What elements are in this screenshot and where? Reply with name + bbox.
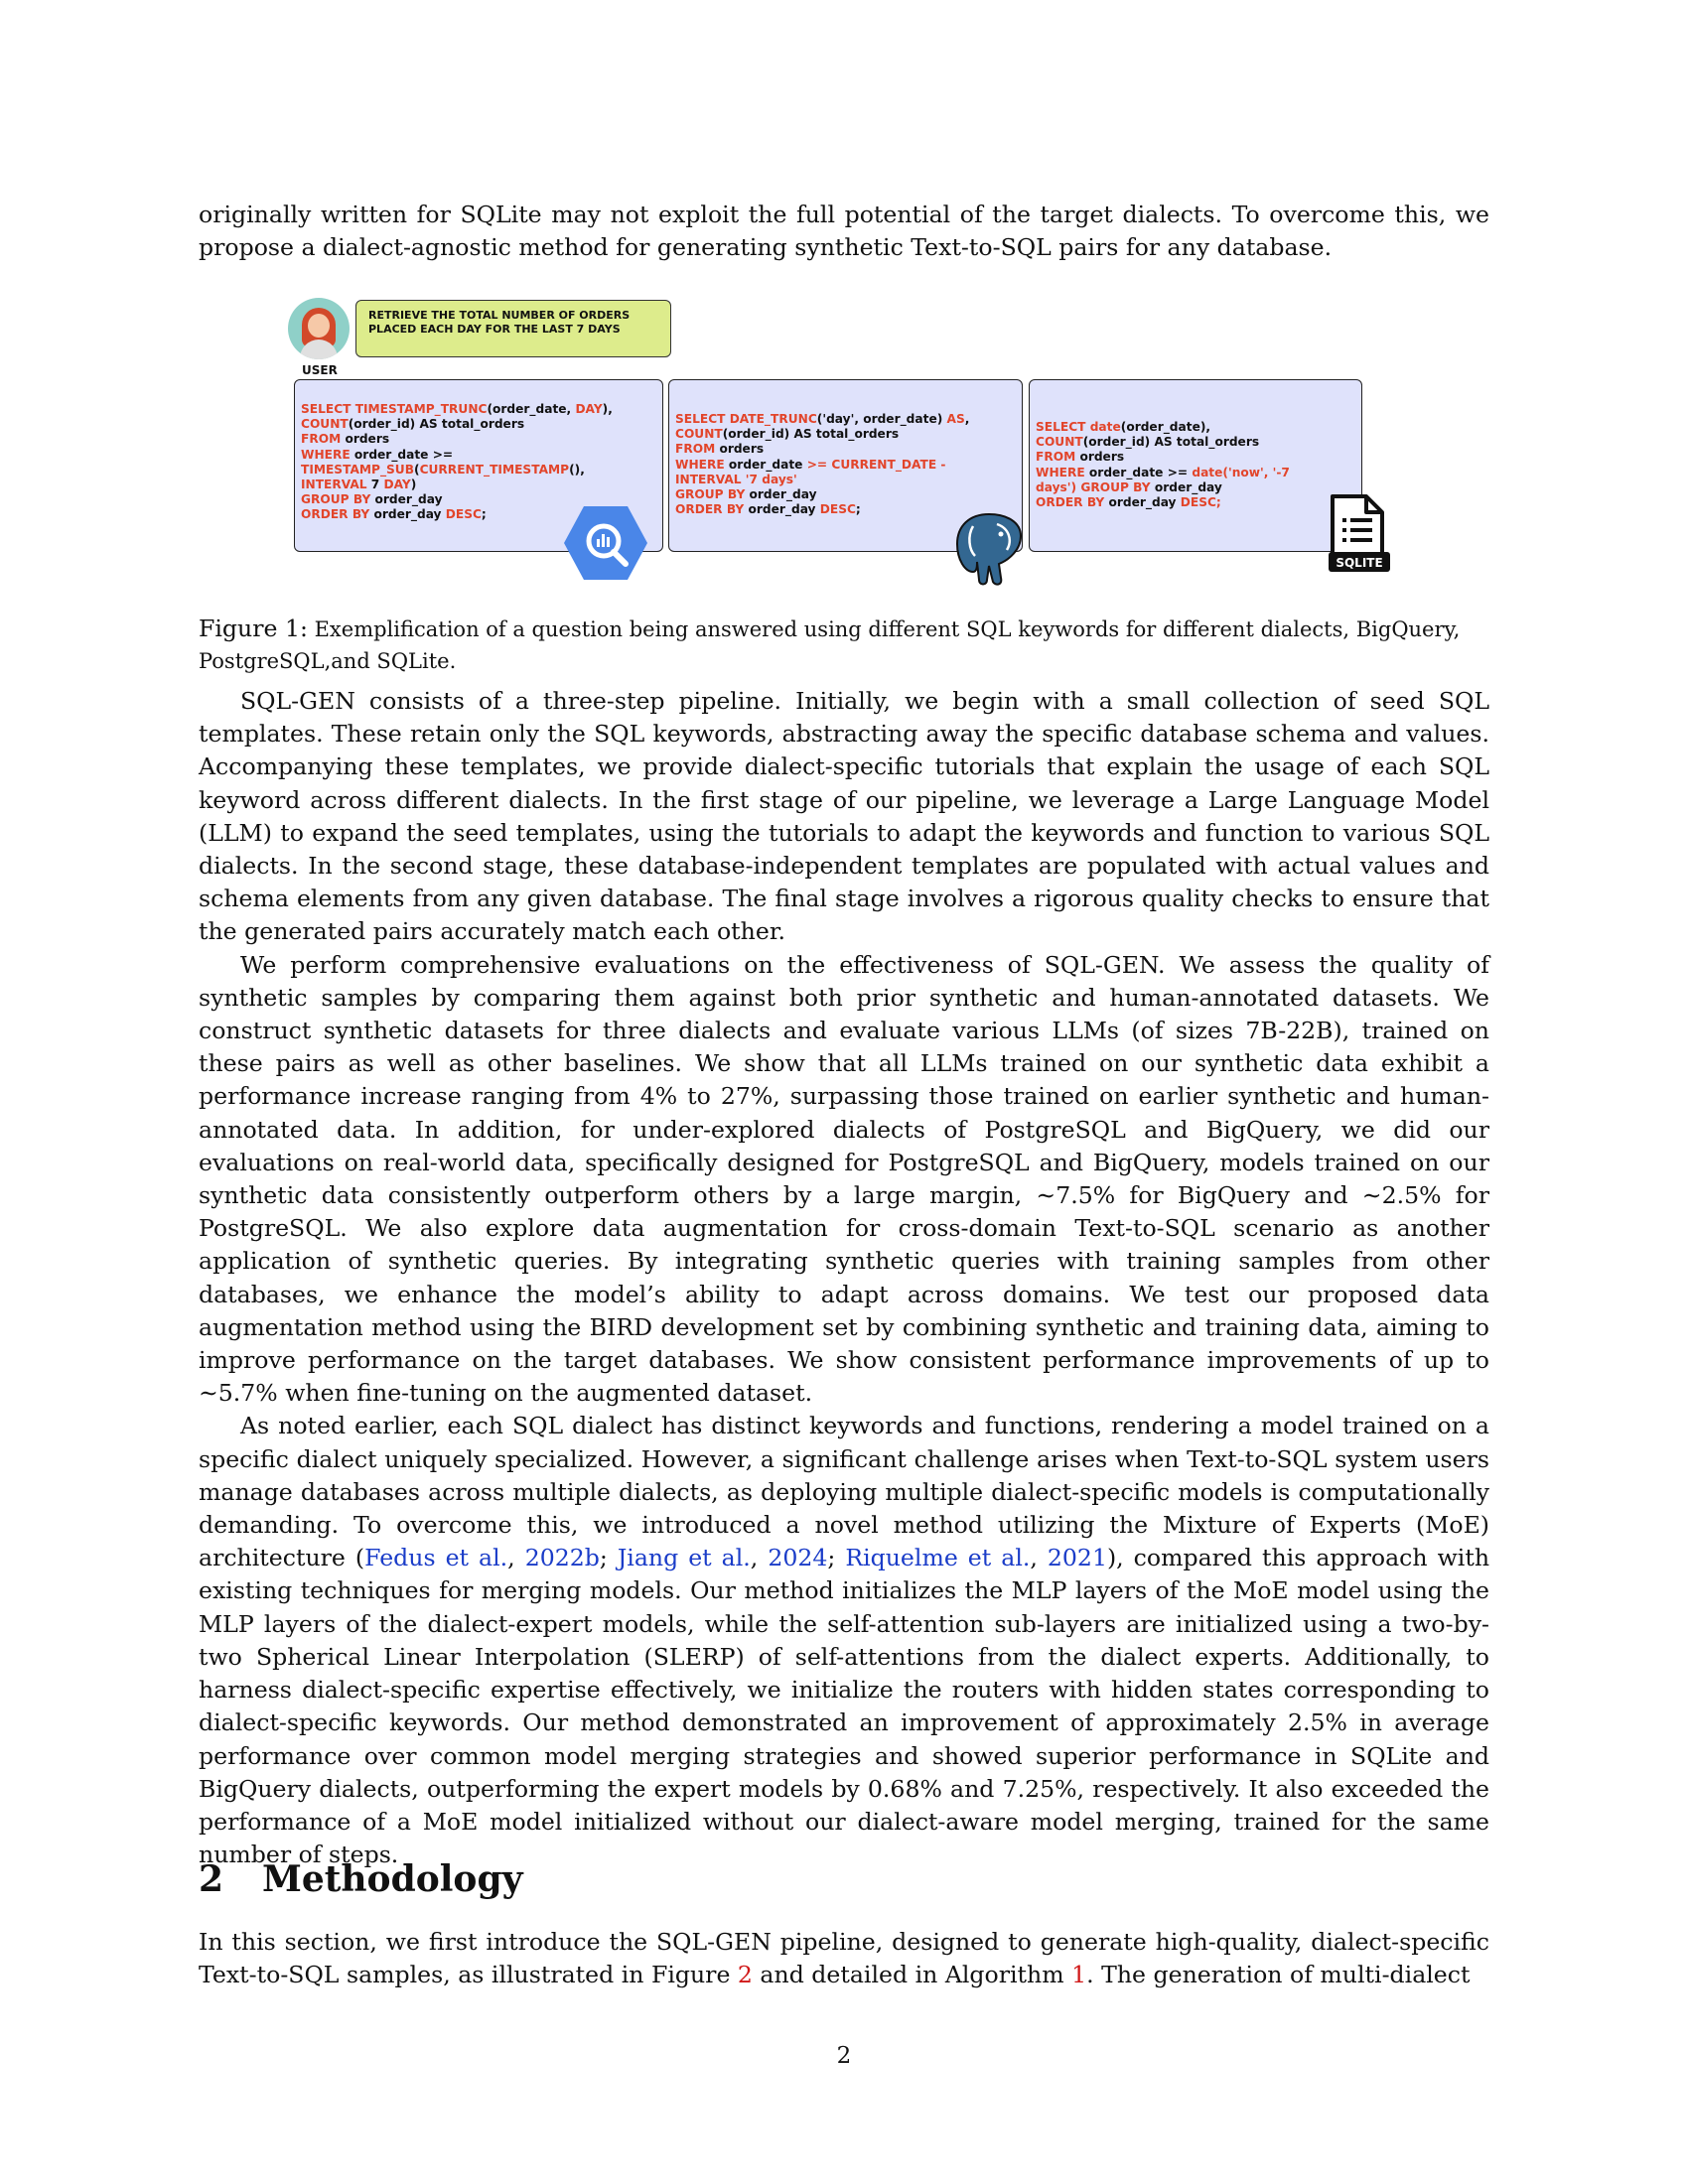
sqlite-label: SQLITE: [1336, 556, 1383, 570]
sql-line: days') GROUP BY order_day: [1036, 479, 1222, 494]
sql-line: TIMESTAMP_SUB(CURRENT_TIMESTAMP(),: [301, 462, 585, 477]
sql-line: COUNT(order_id) AS total_orders: [301, 417, 525, 432]
sql-line: WHERE order_date >= date('now', '-7: [1036, 465, 1290, 479]
citation-link[interactable]: 2024: [768, 1544, 828, 1572]
citation-link[interactable]: Jiang et al.: [617, 1544, 751, 1572]
citation-link[interactable]: Fedus et al.: [364, 1544, 508, 1572]
sql-line: FROM orders: [301, 432, 390, 447]
caption-label: Figure 1:: [199, 614, 308, 642]
sql-line: ORDER BY order_day DESC;: [1036, 495, 1221, 510]
sql-line: GROUP BY order_day: [675, 487, 817, 502]
sql-line: WHERE order_date >=: [301, 447, 454, 462]
page-number: 2: [836, 2043, 852, 2069]
sql-line: COUNT(order_id) AS total_orders: [1036, 435, 1260, 450]
sql-line: ORDER BY order_day DESC;: [301, 507, 487, 522]
sql-line: GROUP BY order_day: [301, 492, 443, 507]
section-heading: [199, 1858, 523, 1900]
sql-line: COUNT(order_id) AS total_orders: [675, 427, 900, 442]
figure-1: [288, 298, 1400, 596]
figure-caption: [199, 613, 1489, 677]
section-number: 2: [199, 1858, 224, 1900]
paragraph-moe: As noted earlier, each SQL dialect has distinct keywords and functions, rendering a model trained on a specific dialect uniquely specialized. However, a significant challenge arises when Text-to-SQL system users manage databases across multiple dialects, as deploying multiple dialect-specific models is computationally demanding. To overcome this, we introduced a novel method utilizing the Mixture of Experts (MoE) architecture (Fedus et al., 2022b; Jiang et al., 2024; Riquelme et al., 2021), compared this approach with existing techniques for merging models. Our method initializes the MLP layers of the MoE model using the MLP layers of the dialect-expert models, while the self-attention sub-layers are initialized using a two-by-two Spherical Linear Interpolation (SLERP) of self-attentions from the dialect experts. Additionally, to harness dialect-specific expertise effectively, we initialize the routers with hidden states corresponding to dialect-specific keywords. Our method demonstrated an improvement of approximately 2.5% in average performance over common model merging strategies and showed superior performance in SQLite and BigQuery dialects, outperforming the expert models by 0.68% and 7.25%, respectively. It also exceeded the performance of a MoE model initialized without our dialect-aware model merging, trained for the same number of steps.: [199, 1412, 1490, 1869]
sql-line: SELECT TIMESTAMP_TRUNC(order_date, DAY),: [301, 402, 613, 416]
sql-line: INTERVAL 7 DAY): [301, 478, 417, 492]
user-label: USER: [302, 363, 338, 377]
paragraph-pipeline: SQL-GEN consists of a three-step pipeline. Initially, we begin with a small collection of seed SQL templates. These retain only the SQL keywords, abstracting away the specific database schema and values. Accompanying these templates, we provide dialect-specific tutorials that explain the usage of each SQL keyword across different dialects. In the first stage of our pipeline, we leverage a Large Language Model (LLM) to expand the seed templates, using the tutorials to adapt the keywords and function to various SQL dialects. In the second stage, these database-independent templates are populated with actual values and schema elements from any given database. The final stage involves a rigorous quality checks to ensure that the generated pairs accurately match each other.: [199, 687, 1489, 946]
question-bubble: RETRIEVE THE TOTAL NUMBER OF ORDERS PLACED EACH DAY FOR THE LAST 7 DAYS: [355, 300, 671, 357]
citation-link[interactable]: Riquelme et al.: [845, 1544, 1031, 1572]
sqlite-file-icon: [1327, 494, 1392, 574]
sql-line: FROM orders: [1036, 450, 1125, 465]
sqlite-sql-box: [1029, 379, 1362, 552]
figure-ref-link[interactable]: 2: [737, 1961, 753, 1989]
caption-text: Exemplification of a question being answered using different SQL keywords for different dialects, BigQuery, PostgreSQL,and SQLite.: [199, 617, 1461, 673]
sql-line: FROM orders: [675, 442, 765, 457]
citation-link[interactable]: 2022b: [524, 1544, 600, 1572]
sql-line: ORDER BY order_day DESC;: [675, 502, 861, 517]
sql-line: WHERE order_date >= CURRENT_DATE -: [675, 457, 946, 472]
intro-paragraph: originally written for SQLite may not exploit the full potential of the target dialects. To overcome this, we propose a dialect-agnostic method for generating synthetic Text-to-SQL pairs for any database.: [199, 201, 1489, 262]
algorithm-ref-link[interactable]: 1: [1071, 1961, 1087, 1989]
sql-line: SELECT date(order_date),: [1036, 420, 1211, 434]
postgresql-elephant-icon: [951, 510, 1027, 588]
section-title: Methodology: [262, 1858, 523, 1900]
paragraph-evaluation: We perform comprehensive evaluations on the effectiveness of SQL-GEN. We assess the quality of synthetic samples by comparing them against both prior synthetic and human-annotated datasets. We construct synthetic datasets for three dialects and evaluate various LLMs (of sizes 7B-22B), trained on these pairs as well as other baselines. We show that all LLMs trained on our synthetic data exhibit a performance increase ranging from 4% to 27%, surpassing those trained on earlier synthetic and human-annotated data. In addition, for under-explored dialects of PostgreSQL and BigQuery, we did our evaluations on real-world data, specifically designed for PostgreSQL and BigQuery, models trained on our synthetic data consistently outperform others by a large margin, ∼7.5% for BigQuery and ∼2.5% for PostgreSQL. We also explore data augmentation for cross-domain Text-to-SQL scenario as another application of synthetic queries. By integrating synthetic queries with training samples from other databases, we enhance the model’s ability to adapt across domains. We test our proposed data augmentation method using the BIRD development set by combining synthetic and training data, aiming to improve performance on the target databases. We show consistent performance improvements of up to ∼5.7% when fine-tuning on the augmented dataset.: [199, 950, 1489, 1408]
bigquery-icon: [562, 504, 649, 582]
sql-line: INTERVAL '7 days': [675, 472, 797, 486]
citation-link[interactable]: 2021: [1047, 1544, 1107, 1572]
user-avatar-icon: [288, 298, 350, 359]
body-text: [199, 685, 1489, 1871]
paragraph-methodology: In this section, we first introduce the SQL-GEN pipeline, designed to generate high-quality, dialect-specific Text-to-SQL samples, as illustrated in Figure 2 and detailed in Algorithm 1. The generation of multi-dialect: [199, 1928, 1489, 1989]
sql-line: SELECT DATE_TRUNC('day', order_date) AS,: [675, 412, 970, 426]
